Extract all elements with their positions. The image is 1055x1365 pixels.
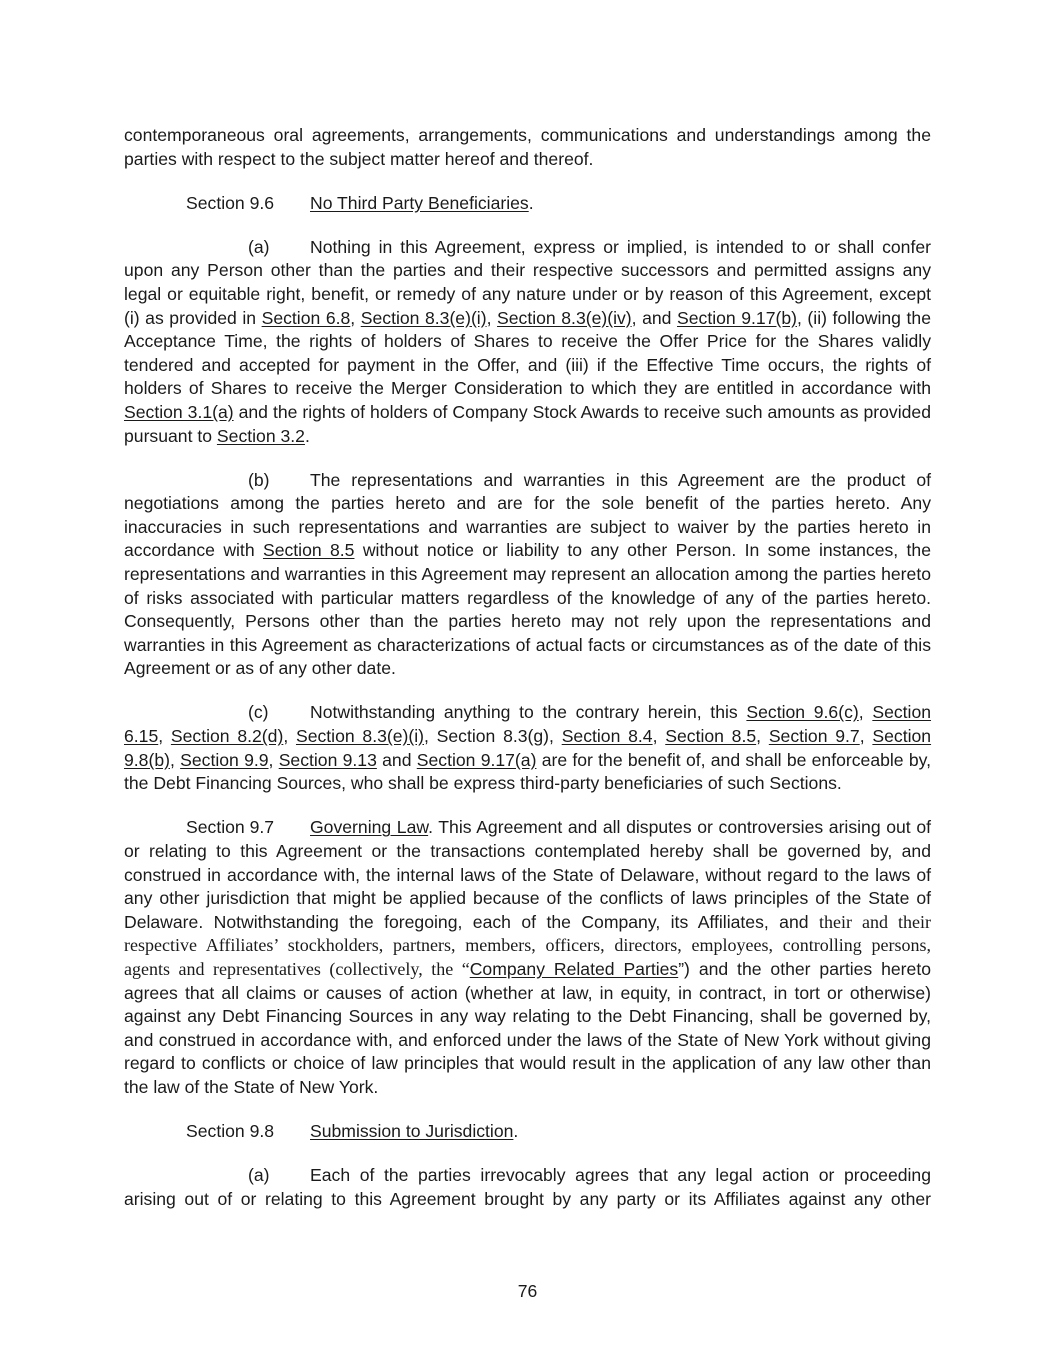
section-9-6-a: (a) Nothing in this Agreement, express or implied, is intended to or shall confer upon any Person other than the parties and their respective successors and permitted assigns any legal or equitable right, benefit, or remedy of any nature under or by reason of this Agreement, except (i) as provided in Section 6.8, Section 8.3(e)(i), Section 8.3(e)(iv), and Section 9.17(b), (ii) following the Acceptance Time, the rights of holders of Shares to receive the Offer Price for the Shares validly tendered and accepted for payment in the Offer, and (iii) if the Effective Time occurs, the rights of holders of Shares to receive the Merger Consideration to which they are entitled in accordance with Section 3.1(a) and the rights of holders of Company Stock Awards to receive such amounts as provided pursuant to Section 3.2.	[124, 236, 931, 446]
cross-reference[interactable]: Section 8.3(e)(i)	[295, 726, 424, 747]
section-9-8-a: (a) Each of the parties irrevocably agrees that any legal action or proceeding arising out of or relating to this Agreement brought by any party or its Affiliates against any other	[124, 1165, 931, 1209]
cross-reference[interactable]: Section 6.8	[261, 307, 351, 328]
cross-reference[interactable]: Section 3.2	[216, 425, 305, 446]
cross-reference[interactable]: Section 8.2(d)	[170, 726, 284, 747]
section-9-7: Section 9.7 Governing Law. This Agreement and all disputes or controversies arising out of or relating to this Agreement or the transactions contemplated hereby shall be governed by, and construed in accordance with, the internal laws of the State of Delaware, without regard to the laws of any other jurisdiction that might be applied because of the conflicts of laws principles of the State of Delaware. Notwithstanding the foregoing, each of the Company, its Affiliates, and their and their respective Affiliates’ stockholders, partners, members, officers, directors, employees, controlling persons, agents and representatives (collectively, the “Company Related Parties”) and the other parties hereto agrees that all claims or causes of action (whether at law, in equity, in contract, in tort or otherwise) against any Debt Financing Sources in any way relating to the Debt Financing, shall be governed by, and construed in accordance with, and enforced under the laws of the State of New York without giving regard to conflicts or choice of law principles that would result in the application of any law other than the law of the State of New York.	[124, 817, 931, 1097]
section-number: Section 9.8	[186, 1120, 275, 1141]
cross-reference[interactable]: Section 8.5	[262, 540, 355, 561]
cross-reference[interactable]: Section 8.4	[561, 726, 653, 747]
defined-term: Company Related Parties	[469, 958, 679, 979]
cross-reference[interactable]: Section 8.5	[665, 726, 757, 747]
section-title: Governing Law	[310, 817, 429, 838]
cross-reference[interactable]: Section 9.13	[278, 749, 377, 770]
cross-reference[interactable]: Section 9.8(b)	[124, 726, 932, 770]
section-title: Submission to Jurisdiction	[310, 1120, 514, 1141]
cross-reference[interactable]: Section 9.17(a)	[416, 749, 537, 770]
clause-label: (b)	[248, 469, 270, 490]
cross-reference[interactable]: Section 6.15	[124, 702, 932, 747]
section-9-8-heading: Section 9.8 Submission to Jurisdiction.	[124, 1120, 931, 1144]
section-9-6-c: (c) Notwithstanding anything to the contrary herein, this Section 9.6(c), Section 6.15, Section 8.2(d), Section 8.3(e)(i), Section 8.3(g), Section 8.4, Section 8.5, Section 9.7, Section 9.8(b), Section 9.9, Section 9.13 and Section 9.17(a) are for the benefit of, and shall be enforceable by, the Debt Financing Sources, who shall be express third-party beneficiaries of such Sections.	[124, 702, 932, 794]
clause-label: (c)	[248, 702, 269, 723]
cross-reference[interactable]: Section 9.9	[180, 749, 269, 770]
cross-reference[interactable]: Section 9.6(c)	[746, 702, 859, 723]
section-number: Section 9.6	[186, 192, 275, 213]
section-number: Section 9.7	[186, 817, 275, 838]
section-9-6-b: (b) The representations and warranties in this Agreement are the product of negotiations among the parties hereto and are for the sole benefit of the parties hereto. Any inaccuracies in such representations and warranties are subject to waiver by the parties hereto in accordance with Section 8.5 without notice or liability to any other Person. In some instances, the representations and warranties in this Agreement may represent an allocation among the parties hereto of risks associated with particular matters regardless of the knowledge of any of the parties hereto. Consequently, Persons other than the parties hereto may not rely upon the representations and warranties in this Agreement as characterizations of actual facts or circumstances as of the date of this Agreement or as of any other date.	[124, 469, 932, 679]
cross-reference[interactable]: Section 9.17(b)	[677, 307, 797, 328]
cross-reference[interactable]: Section 8.3(e)(i)	[360, 307, 487, 328]
clause-label: (a)	[248, 236, 270, 257]
intro-paragraph: contemporaneous oral agreements, arrangements, communications and understandings among the parties with respect to the subject matter hereof and thereof.	[124, 125, 931, 169]
cross-reference[interactable]: Section 8.3(e)(iv)	[497, 307, 632, 328]
clause-label: (a)	[248, 1165, 270, 1186]
section-title: No Third Party Beneficiaries	[310, 192, 529, 213]
document-page	[124, 124, 931, 1211]
page-number: 76	[517, 1281, 538, 1301]
cross-reference[interactable]: Section 3.1(a)	[124, 401, 234, 422]
section-9-6-heading: Section 9.6 No Third Party Beneficiaries.	[124, 192, 931, 216]
cross-reference[interactable]: Section 9.7	[768, 726, 860, 747]
